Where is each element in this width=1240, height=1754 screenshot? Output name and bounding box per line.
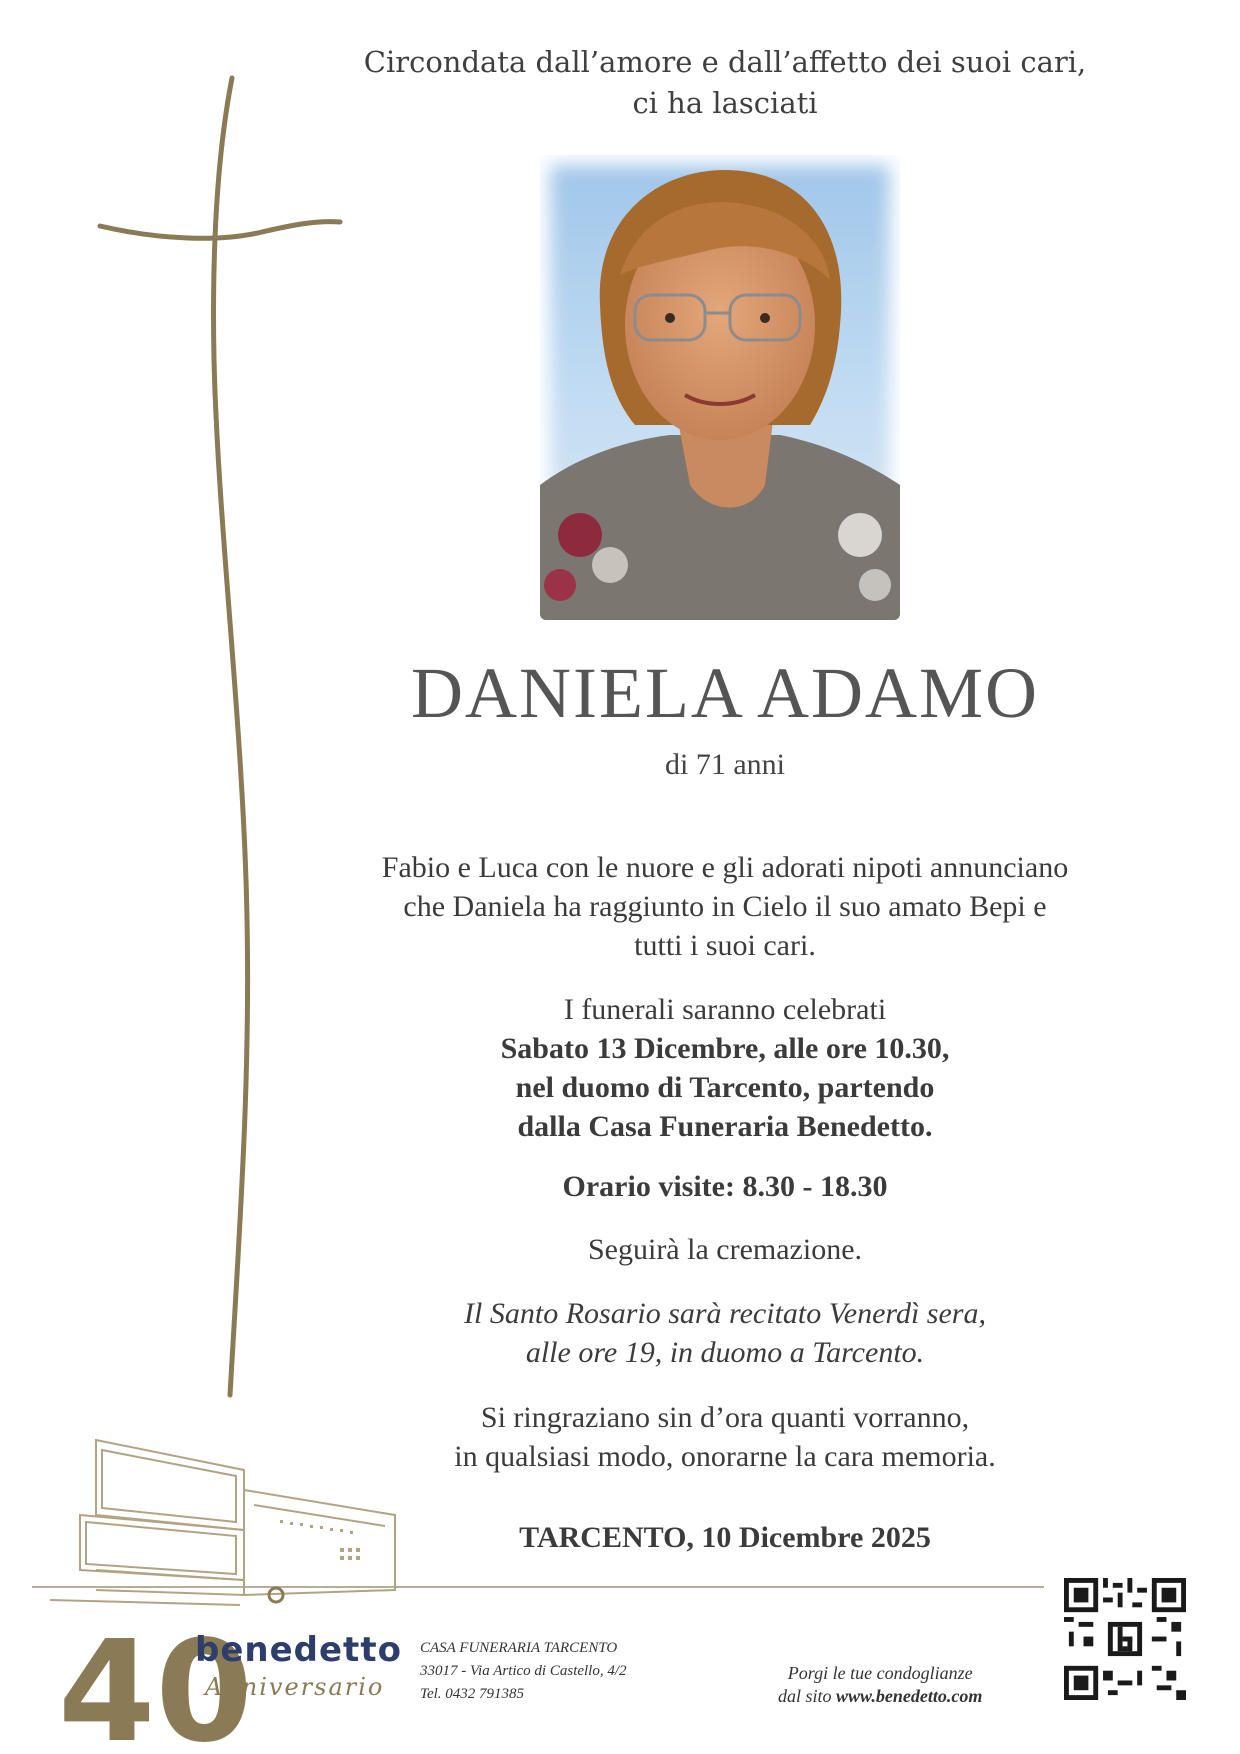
funeral-date: Sabato 13 Dicembre, alle ore 10.30, — [500, 1032, 950, 1065]
thanks-line: Si ringraziano sin d’ora quanti vorranno, — [480, 1401, 970, 1434]
announcement-text — [300, 848, 1150, 965]
deceased-age: di 71 anni — [665, 748, 785, 781]
announcement-line: tutti i suoi cari. — [634, 929, 816, 962]
brand-name: benedetto — [195, 1630, 402, 1670]
deceased-name: DANIELA ADAMO — [411, 653, 1039, 733]
logo-number: 40 — [58, 1611, 253, 1750]
funeral-home-logo — [40, 1430, 420, 1750]
portrait-photo — [540, 155, 900, 620]
company-name: CASA FUNERARIA TARCENTO — [420, 1640, 618, 1656]
announcement-line: Fabio e Luca con le nuore e gli adorati nipoti annunciano — [381, 851, 1069, 884]
cremation-note: Seguirà la cremazione. — [587, 1233, 863, 1266]
company-address: 33017 - Via Artico di Castello, 4/2 — [420, 1663, 627, 1679]
intro-text — [310, 42, 1140, 124]
thanks-line: in qualsiasi modo, onorarne la cara memoria. — [454, 1440, 996, 1473]
thanks-text — [300, 1398, 1150, 1476]
rosary-notice — [300, 1294, 1150, 1372]
intro-line: Circondata dall’amore e dall’affetto dei suoi cari, — [363, 45, 1087, 79]
condolences-note — [778, 1662, 982, 1708]
website-link[interactable]: www.benedetto.com — [836, 1686, 983, 1706]
condolences-prefix: dal sito — [778, 1686, 837, 1706]
rosary-line: Il Santo Rosario sarà recitato Venerdì sera, — [464, 1297, 986, 1330]
company-phone: Tel. 0432 791385 — [420, 1686, 525, 1702]
funeral-departure: dalla Casa Funeraria Benedetto. — [517, 1110, 933, 1143]
condolences-line: Porgi le tue condoglianze — [787, 1663, 973, 1683]
place-date: TARCENTO, 10 Dicembre 2025 — [519, 1521, 931, 1554]
rosary-line: alle ore 19, in duomo a Tarcento. — [525, 1336, 925, 1369]
funeral-line: I funerali saranno celebrati — [563, 993, 887, 1026]
announcement-line: che Daniela ha raggiunto in Cielo il suo amato Bepi e — [403, 890, 1047, 923]
brand-subtitle: Anniversario — [205, 1673, 385, 1701]
intro-line: ci ha lasciati — [632, 86, 818, 120]
funeral-place: nel duomo di Tarcento, partendo — [515, 1071, 935, 1104]
visiting-hours: Orario visite: 8.30 - 18.30 — [562, 1170, 888, 1203]
funeral-home-info — [420, 1637, 627, 1706]
funeral-details — [300, 990, 1150, 1146]
qr-code[interactable] — [1064, 1578, 1186, 1700]
condolences-site-line — [778, 1685, 982, 1708]
